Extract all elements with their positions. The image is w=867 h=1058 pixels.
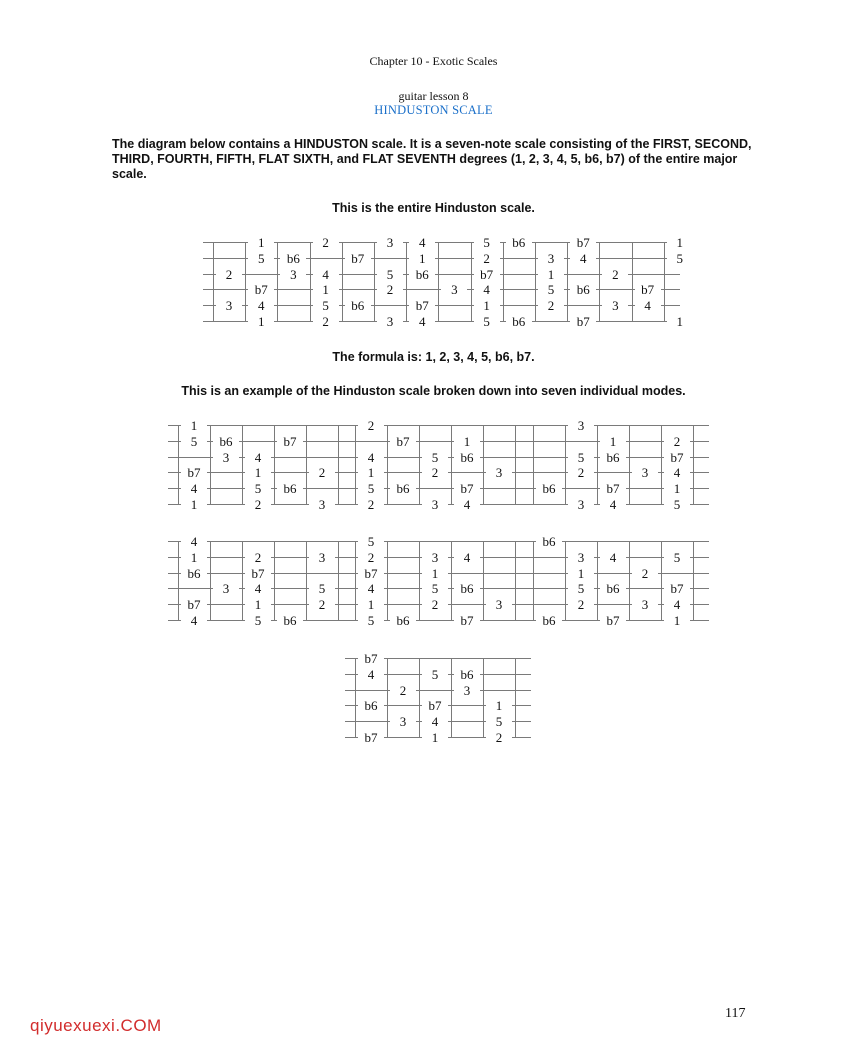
scale-degree-note: 5 <box>474 236 500 249</box>
scale-degree-note: 4 <box>422 715 448 728</box>
scale-degree-note: 5 <box>422 582 448 595</box>
scale-degree-note: 2 <box>390 684 416 697</box>
page-number: 117 <box>725 1006 746 1021</box>
scale-degree-note: 4 <box>248 299 274 312</box>
scale-degree-note: b7 <box>390 435 416 448</box>
scale-degree-note: b7 <box>358 731 384 744</box>
fret-line <box>629 425 630 505</box>
scale-degree-note: b6 <box>536 535 562 548</box>
fret-line <box>245 242 246 322</box>
entire-scale-heading: This is the entire Hinduston scale. <box>332 201 535 215</box>
fret-line <box>406 242 407 322</box>
fret-line <box>599 242 600 322</box>
scale-degree-note: 4 <box>245 582 271 595</box>
scale-degree-note: 1 <box>454 435 480 448</box>
scale-degree-note: 5 <box>181 435 207 448</box>
scale-degree-note: 4 <box>358 668 384 681</box>
scale-degree-note: 5 <box>313 299 339 312</box>
fret-line <box>451 541 452 621</box>
scale-degree-note: 4 <box>664 466 690 479</box>
scale-degree-note: 4 <box>600 551 626 564</box>
fret-line <box>178 541 179 621</box>
scale-degree-note: b7 <box>664 582 690 595</box>
scale-degree-note: 5 <box>422 668 448 681</box>
scale-degree-note: 4 <box>600 498 626 511</box>
fret-line <box>597 425 598 505</box>
scale-degree-note: 2 <box>245 498 271 511</box>
scale-degree-note: 3 <box>213 582 239 595</box>
scale-degree-note: 3 <box>213 451 239 464</box>
scale-degree-note: 4 <box>358 582 384 595</box>
scale-degree-note: 3 <box>486 598 512 611</box>
fret-line <box>374 242 375 322</box>
fret-line <box>387 541 388 621</box>
fret-line <box>483 425 484 505</box>
scale-degree-note: b7 <box>181 598 207 611</box>
scale-degree-note: 4 <box>409 236 435 249</box>
scale-degree-note: 3 <box>216 299 242 312</box>
fret-line <box>661 425 662 505</box>
fret-line <box>565 425 566 505</box>
fret-line <box>387 658 388 738</box>
fret-line <box>338 541 339 621</box>
scale-degree-note: b6 <box>345 299 371 312</box>
scale-degree-note: b7 <box>345 252 371 265</box>
scale-degree-note: 3 <box>486 466 512 479</box>
scale-degree-note: 2 <box>377 283 403 296</box>
fret-line <box>515 658 516 738</box>
scale-degree-note: b7 <box>358 652 384 665</box>
scale-degree-note: 1 <box>568 567 594 580</box>
scale-degree-note: 3 <box>632 466 658 479</box>
fret-line <box>661 541 662 621</box>
scale-degree-note: b6 <box>409 268 435 281</box>
fret-line <box>274 541 275 621</box>
fret-line <box>515 541 516 621</box>
fret-line <box>533 541 534 621</box>
string-line <box>203 242 680 243</box>
scale-degree-note: 5 <box>248 252 274 265</box>
scale-degree-note: 2 <box>216 268 242 281</box>
scale-degree-note: 4 <box>181 482 207 495</box>
scale-degree-note: b6 <box>390 614 416 627</box>
fret-line <box>693 541 694 621</box>
scale-degree-note: b7 <box>181 466 207 479</box>
scale-degree-note: 5 <box>474 315 500 328</box>
scale-degree-note: 5 <box>664 551 690 564</box>
fret-line <box>419 658 420 738</box>
fret-line <box>387 425 388 505</box>
scale-degree-note: b6 <box>280 252 306 265</box>
scale-degree-note: 1 <box>664 614 690 627</box>
scale-degree-note: 4 <box>474 283 500 296</box>
scale-degree-note: 2 <box>568 598 594 611</box>
scale-degree-note: 5 <box>245 482 271 495</box>
scale-degree-note: b7 <box>277 435 303 448</box>
scale-degree-note: 3 <box>441 283 467 296</box>
scale-degree-note: 4 <box>635 299 661 312</box>
scale-degree-note: b6 <box>454 668 480 681</box>
fret-line <box>567 242 568 322</box>
scale-degree-note: b6 <box>536 614 562 627</box>
scale-degree-note: 2 <box>358 419 384 432</box>
fret-line <box>310 242 311 322</box>
mode-1-fretboard <box>168 419 354 510</box>
fret-line <box>306 541 307 621</box>
fret-line <box>419 425 420 505</box>
scale-degree-note: 4 <box>181 535 207 548</box>
scale-degree-note: 2 <box>358 498 384 511</box>
scale-degree-note: 1 <box>486 699 512 712</box>
scale-degree-note: b6 <box>506 315 532 328</box>
formula-text: The formula is: 1, 2, 3, 4, 5, b6, b7. <box>332 350 535 364</box>
scale-degree-note: 5 <box>568 582 594 595</box>
fret-line <box>451 658 452 738</box>
scale-degree-note: 5 <box>358 535 384 548</box>
fret-line <box>471 242 472 322</box>
fret-line <box>342 242 343 322</box>
mode-7-fretboard <box>345 652 531 743</box>
scale-degree-note: 3 <box>422 498 448 511</box>
fret-line <box>213 242 214 322</box>
fret-line <box>210 541 211 621</box>
scale-degree-note: b6 <box>570 283 596 296</box>
scale-degree-note: b6 <box>536 482 562 495</box>
scale-degree-note: 4 <box>245 451 271 464</box>
scale-degree-note: 4 <box>181 614 207 627</box>
fret-line <box>274 425 275 505</box>
scale-degree-note: 5 <box>309 582 335 595</box>
scale-degree-note: 1 <box>422 567 448 580</box>
scale-degree-note: b7 <box>454 482 480 495</box>
scale-degree-note: b6 <box>600 451 626 464</box>
scale-degree-note: 2 <box>538 299 564 312</box>
scale-degree-note: 2 <box>358 551 384 564</box>
fret-line <box>178 425 179 505</box>
scale-degree-note: b7 <box>570 315 596 328</box>
scale-degree-note: 1 <box>667 315 693 328</box>
scale-degree-note: 1 <box>409 252 435 265</box>
scale-degree-note: b6 <box>181 567 207 580</box>
string-line <box>203 321 680 322</box>
scale-degree-note: 4 <box>664 598 690 611</box>
scale-degree-note: 1 <box>667 236 693 249</box>
scale-degree-note: b7 <box>600 482 626 495</box>
fret-line <box>515 425 516 505</box>
fret-line <box>597 541 598 621</box>
scale-degree-note: b7 <box>245 567 271 580</box>
scale-degree-note: b6 <box>600 582 626 595</box>
scale-degree-note: 3 <box>390 715 416 728</box>
scale-degree-note: 1 <box>422 731 448 744</box>
scale-degree-note: 1 <box>181 551 207 564</box>
string-line <box>345 690 531 691</box>
scale-degree-note: 3 <box>568 551 594 564</box>
scale-degree-note: 2 <box>474 252 500 265</box>
entire-scale-fretboard <box>203 235 684 329</box>
chapter-title: Chapter 10 - Exotic Scales <box>369 54 498 68</box>
fret-line <box>419 541 420 621</box>
scale-degree-note: 1 <box>664 482 690 495</box>
string-line <box>203 258 680 259</box>
scale-degree-note: 3 <box>454 684 480 697</box>
string-line <box>523 573 709 574</box>
fret-line <box>632 242 633 322</box>
scale-degree-note: b6 <box>213 435 239 448</box>
scale-degree-note: 4 <box>358 451 384 464</box>
scale-degree-note: 1 <box>181 498 207 511</box>
scale-degree-note: b6 <box>506 236 532 249</box>
scale-degree-note: 2 <box>568 466 594 479</box>
scale-degree-note: 5 <box>358 614 384 627</box>
scale-degree-note: b6 <box>277 614 303 627</box>
scale-degree-note: b7 <box>570 236 596 249</box>
watermark-logo: qiyuexuexi.COM <box>30 1016 162 1035</box>
mode-3-fretboard <box>523 419 709 510</box>
fret-line <box>565 541 566 621</box>
scale-degree-note: 1 <box>358 466 384 479</box>
scale-degree-note: 4 <box>570 252 596 265</box>
scale-degree-note: 1 <box>245 598 271 611</box>
scale-degree-note: 1 <box>538 268 564 281</box>
scale-degree-note: 4 <box>454 498 480 511</box>
scale-degree-note: 2 <box>422 598 448 611</box>
scale-degree-note: 2 <box>422 466 448 479</box>
scale-degree-note: b6 <box>277 482 303 495</box>
mode-6-fretboard <box>523 535 709 626</box>
scale-degree-note: 5 <box>422 451 448 464</box>
fret-line <box>438 242 439 322</box>
scale-degree-note: 4 <box>454 551 480 564</box>
scale-degree-note: 5 <box>538 283 564 296</box>
scale-degree-note: 3 <box>568 419 594 432</box>
fret-line <box>210 425 211 505</box>
fret-line <box>277 242 278 322</box>
scale-degree-note: 5 <box>568 451 594 464</box>
scale-degree-note: b7 <box>358 567 384 580</box>
scale-degree-note: 1 <box>474 299 500 312</box>
fret-line <box>629 541 630 621</box>
scale-degree-note: b6 <box>454 451 480 464</box>
scale-degree-note: 5 <box>377 268 403 281</box>
scale-degree-note: 1 <box>181 419 207 432</box>
fret-line <box>483 541 484 621</box>
scale-degree-note: 2 <box>664 435 690 448</box>
scale-degree-note: 5 <box>664 498 690 511</box>
fret-line <box>242 541 243 621</box>
scale-degree-note: 4 <box>409 315 435 328</box>
modes-heading: This is an example of the Hinduston scale broken down into seven individual modes. <box>181 384 686 398</box>
scale-degree-note: 3 <box>309 498 335 511</box>
fret-line <box>338 425 339 505</box>
scale-degree-note: 3 <box>422 551 448 564</box>
scale-degree-note: 2 <box>313 315 339 328</box>
scale-degree-note: 2 <box>313 236 339 249</box>
scale-degree-note: b7 <box>635 283 661 296</box>
intro-paragraph: The diagram below contains a HINDUSTON scale. It is a seven-note scale consisting of the FIRST, SECOND, THIRD, FOURTH, FIFTH, FLAT SIXTH, and FLAT SEVENTH degrees (1, 2, 3, 4, 5, b6, b7) of the entire major scale. <box>112 137 752 181</box>
scale-degree-note: 3 <box>568 498 594 511</box>
scale-degree-note: b7 <box>454 614 480 627</box>
scale-degree-note: 3 <box>377 315 403 328</box>
scale-degree-note: 2 <box>309 466 335 479</box>
mode-4-fretboard <box>168 535 354 626</box>
scale-degree-note: b7 <box>248 283 274 296</box>
scale-degree-note: 2 <box>602 268 628 281</box>
scale-degree-note: b7 <box>664 451 690 464</box>
scale-degree-note: b7 <box>600 614 626 627</box>
scale-title: HINDUSTON SCALE <box>374 103 493 117</box>
fret-line <box>503 242 504 322</box>
scale-degree-note: 1 <box>245 466 271 479</box>
scale-degree-note: b7 <box>474 268 500 281</box>
scale-degree-note: 5 <box>667 252 693 265</box>
scale-degree-note: 2 <box>309 598 335 611</box>
scale-degree-note: b6 <box>454 582 480 595</box>
scale-degree-note: 5 <box>486 715 512 728</box>
string-line <box>523 425 709 426</box>
fret-line <box>306 425 307 505</box>
fret-line <box>242 425 243 505</box>
scale-degree-note: 1 <box>358 598 384 611</box>
scale-degree-note: 1 <box>248 315 274 328</box>
scale-degree-note: b7 <box>409 299 435 312</box>
scale-degree-note: b6 <box>358 699 384 712</box>
scale-degree-note: 3 <box>309 551 335 564</box>
scale-degree-note: 2 <box>632 567 658 580</box>
scale-degree-note: 1 <box>248 236 274 249</box>
lesson-label: guitar lesson 8 <box>398 89 469 103</box>
scale-degree-note: 2 <box>245 551 271 564</box>
scale-degree-note: 5 <box>245 614 271 627</box>
scale-degree-note: b6 <box>390 482 416 495</box>
scale-degree-note: 4 <box>313 268 339 281</box>
fret-line <box>693 425 694 505</box>
scale-degree-note: 3 <box>538 252 564 265</box>
fret-line <box>451 425 452 505</box>
scale-degree-note: 1 <box>313 283 339 296</box>
mode-2-fretboard <box>345 419 531 510</box>
scale-degree-note: b7 <box>422 699 448 712</box>
scale-degree-note: 3 <box>377 236 403 249</box>
fret-line <box>535 242 536 322</box>
fret-line <box>355 658 356 738</box>
fret-line <box>355 541 356 621</box>
scale-degree-note: 1 <box>600 435 626 448</box>
string-line <box>345 441 531 442</box>
fret-line <box>533 425 534 505</box>
scale-degree-note: 3 <box>280 268 306 281</box>
scale-degree-note: 2 <box>486 731 512 744</box>
mode-5-fretboard <box>345 535 531 626</box>
scale-degree-note: 3 <box>602 299 628 312</box>
fret-line <box>664 242 665 322</box>
scale-degree-note: 3 <box>632 598 658 611</box>
fret-line <box>483 658 484 738</box>
scale-degree-note: 5 <box>358 482 384 495</box>
fret-line <box>355 425 356 505</box>
